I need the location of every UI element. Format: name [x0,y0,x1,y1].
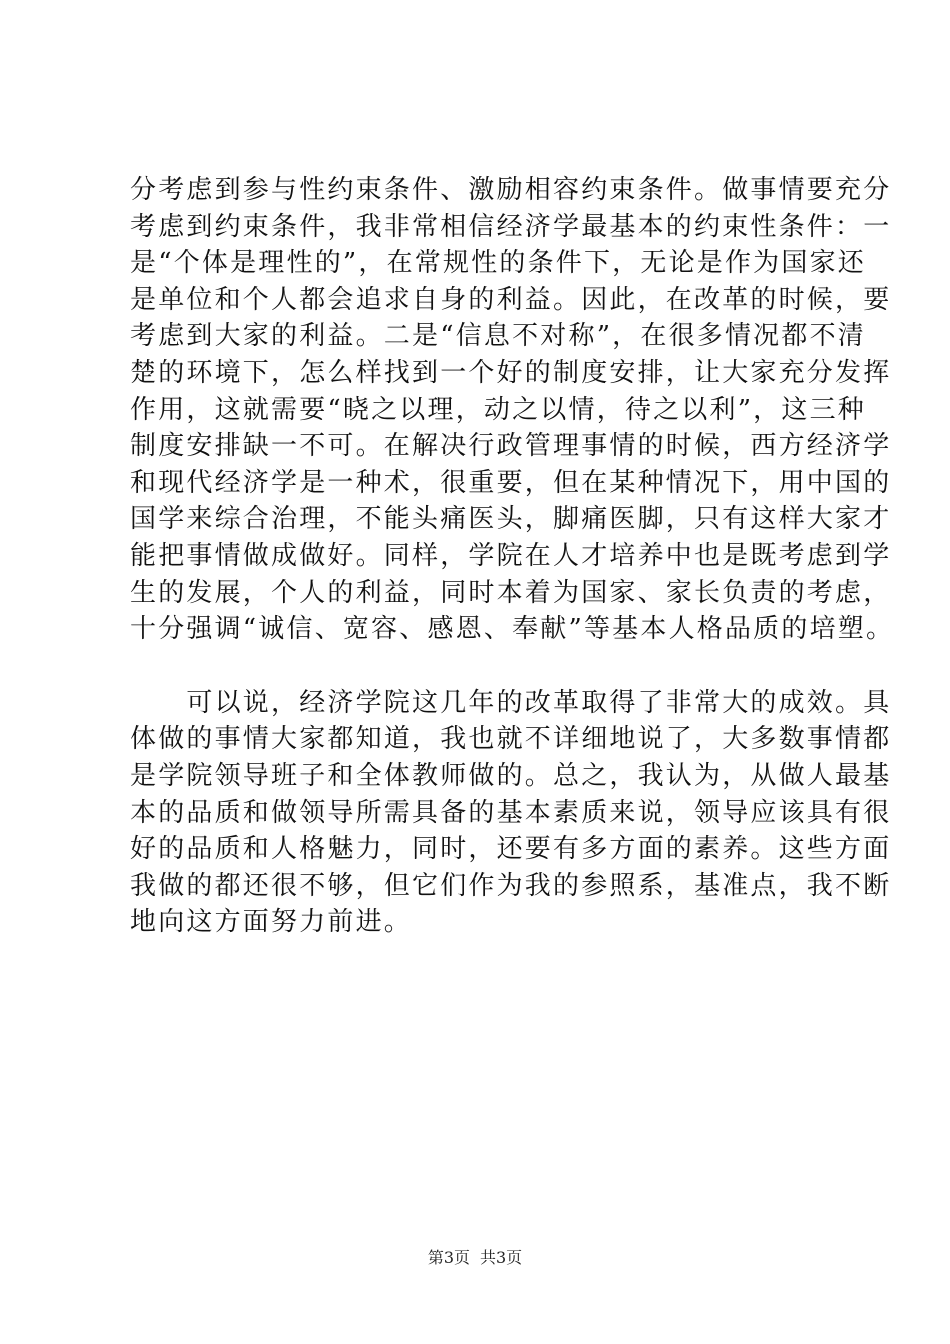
page-footer [0,1245,950,1268]
text-line: 和现代经济学是一种术，很重要，但在某种情况下，用中国的 [130,467,892,498]
text-line: 本的品质和做领导所需具备的基本素质来说，领导应该具有很 [130,797,892,828]
text-line: 好的品质和人格魅力，同时，还要有多方面的素养。这些方面 [130,834,892,865]
text-line: 地向这方面努力前进。 [130,907,413,938]
text-line: 作用，这就需要“晓之以理，动之以情，待之以利”，这三种 [130,394,866,425]
text-line: 生的发展，个人的利益，同时本着为国家、家长负责的考虑， [130,577,892,608]
text-line: 可以说，经济学院这几年的改革取得了非常大的成效。具 [130,687,892,718]
document-body [130,172,895,941]
text-line: 十分强调“诚信、宽容、感恩、奉献”等基本人格品质的培塑。 [130,614,895,645]
paragraph-2 [130,685,892,941]
paragraph-spacer [130,648,850,685]
text-line: 体做的事情大家都知道，我也就不详细地说了，大多数事情都 [130,724,892,755]
text-line: 是单位和个人都会追求自身的利益。因此，在改革的时候，要 [130,284,892,315]
text-line: 国学来综合治理，不能头痛医头，脚痛医脚，只有这样大家才 [130,504,892,535]
text-line: 是学院领导班子和全体教师做的。总之，我认为，从做人最基 [130,760,892,791]
text-line: 考虑到约束条件，我非常相信经济学最基本的约束性条件：一 [130,211,892,242]
text-line: 是“个体是理性的”，在常规性的条件下，无论是作为国家还 [130,248,866,279]
page-number: 第3页 [427,1248,470,1267]
text-line: 制度安排缺一不可。在解决行政管理事情的时候，西方经济学 [130,431,892,462]
page-total: 共3页 [480,1248,523,1267]
paragraph-1 [130,172,895,648]
text-line: 能把事情做成做好。同样，学院在人才培养中也是既考虑到学 [130,540,892,571]
text-line: 楚的环境下，怎么样找到一个好的制度安排，让大家充分发挥 [130,357,892,388]
text-line: 我做的都还很不够，但它们作为我的参照系，基准点，我不断 [130,870,892,901]
text-line: 考虑到大家的利益。二是“信息不对称”，在很多情况都不清 [130,321,866,352]
text-line: 分考虑到参与性约束条件、激励相容约束条件。做事情要充分 [130,175,892,205]
